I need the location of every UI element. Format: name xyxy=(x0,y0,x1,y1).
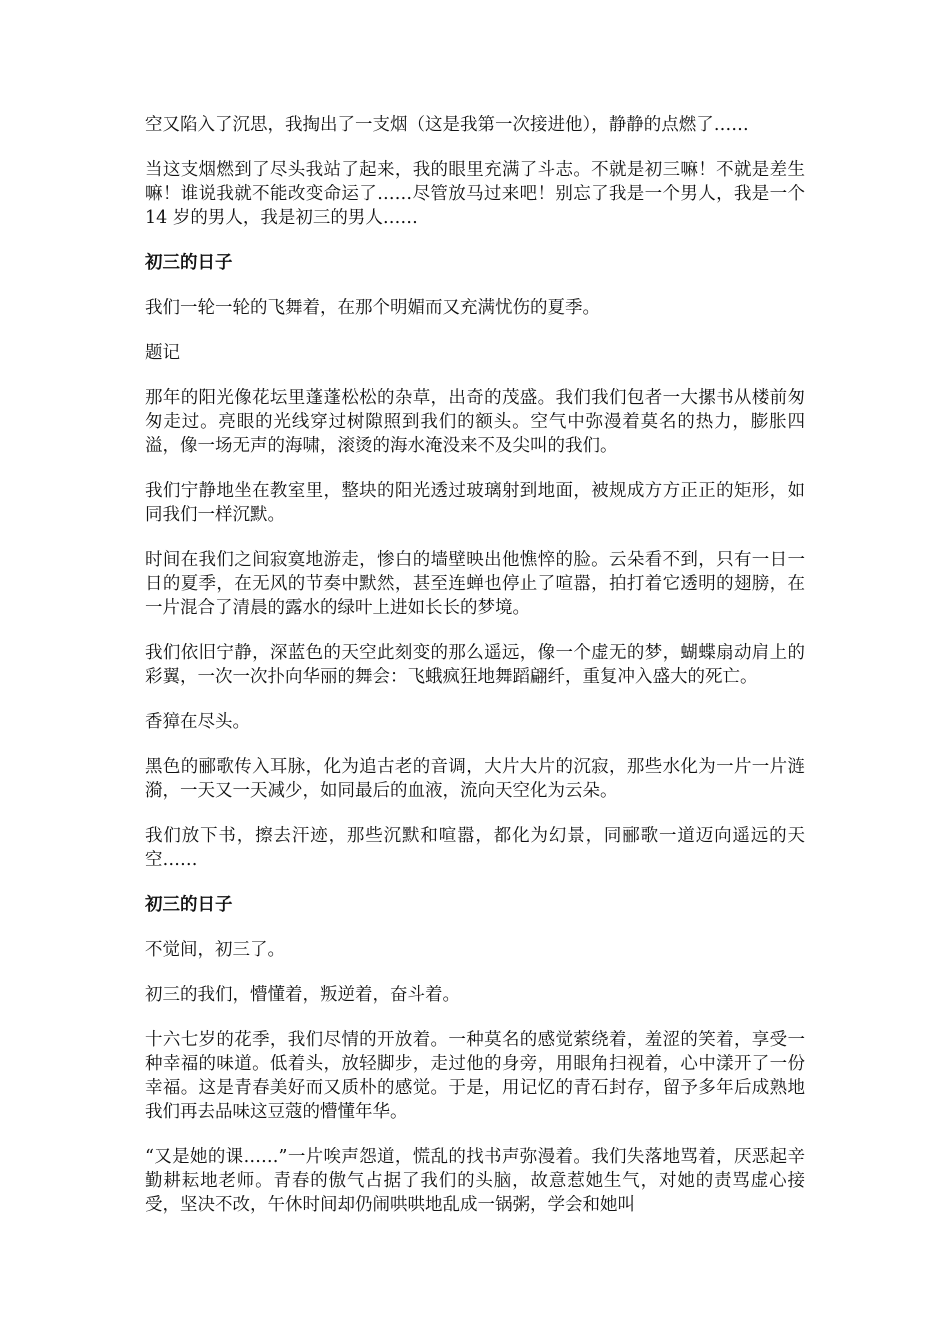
section-heading: 初三的日子 xyxy=(145,253,233,273)
paragraph: 时间在我们之间寂寞地游走，惨白的墙壁映出他憔悴的脸。云朵看不到，只有一日一日的夏季，在无风的节奏中默然，甚至连蝉也停止了喧嚣，拍打着它透明的翅膀，在一片混合了清晨的露水的绿叶上进如长长的梦境。 xyxy=(145,550,805,618)
paragraph: 不觉间，初三了。 xyxy=(145,940,285,960)
paragraph: 初三的我们，懵懂着，叛逆着，奋斗着。 xyxy=(145,985,460,1005)
paragraph: “又是她的课……”一片唉声怨道，慌乱的找书声弥漫着。我们失落地骂着，厌恶起辛勤耕耘地老师。青春的傲气占据了我们的头脑，故意惹她生气，对她的责骂虚心接受，坚决不改，午休时间却仍闹哄哄地乱成一锅粥，学会和她叫 xyxy=(145,1147,805,1215)
paragraph: 我们宁静地坐在教室里，整块的阳光透过玻璃射到地面，被规成方方正正的矩形，如同我们一样沉默。 xyxy=(145,481,805,525)
paragraph: 那年的阳光像花坛里蓬蓬松松的杂草，出奇的茂盛。我们我们包者一大摞书从楼前匆匆走过。亮眼的光线穿过树隙照到我们的额头。空气中弥漫着莫名的热力，膨胀四溢，像一场无声的海啸，滚烫的海水淹没来不及尖叫的我们。 xyxy=(145,388,805,456)
epigraph-label: 题记 xyxy=(145,343,180,363)
paragraph: 我们依旧宁静，深蓝色的天空此刻变的那么遥远，像一个虚无的梦，蝴蝶扇动肩上的彩翼，一次一次扑向华丽的舞会：飞蛾疯狂地舞蹈翩纤，重复冲入盛大的死亡。 xyxy=(145,643,805,687)
paragraph: 我们放下书，擦去汗迹，那些沉默和喧嚣，都化为幻景，同郦歌一道迈向遥远的天空…… xyxy=(145,826,805,870)
paragraph: 十六七岁的花季，我们尽情的开放着。一种莫名的感觉萦绕着，羞涩的笑着，享受一种幸福的味道。低着头，放轻脚步，走过他的身旁，用眼角扫视着，心中漾开了一份幸福。这是青春美好而又质朴的感觉。于是，用记忆的青石封存，留予多年后成熟地我们再去品味这豆蔻的懵懂年华。 xyxy=(145,1030,805,1122)
document-page xyxy=(145,113,805,1238)
paragraph: 香獐在尽头。 xyxy=(145,712,250,732)
paragraph: 当这支烟燃到了尽头我站了起来，我的眼里充满了斗志。不就是初三嘛！不就是差生嘛！谁说我就不能改变命运了……尽管放马过来吧！别忘了我是一个男人，我是一个 14 岁的男人，我是初三的男人…… xyxy=(145,160,805,228)
paragraph: 黑色的郦歌传入耳脉，化为追古老的音调，大片大片的沉寂，那些水化为一片一片涟漪，一天又一天减少，如同最后的血液，流向天空化为云朵。 xyxy=(145,757,805,801)
paragraph: 我们一轮一轮的飞舞着，在那个明媚而又充满忧伤的夏季。 xyxy=(145,298,600,318)
paragraph: 空又陷入了沉思，我掏出了一支烟（这是我第一次接进他），静静的点燃了…… xyxy=(145,115,749,135)
section-heading: 初三的日子 xyxy=(145,895,233,915)
